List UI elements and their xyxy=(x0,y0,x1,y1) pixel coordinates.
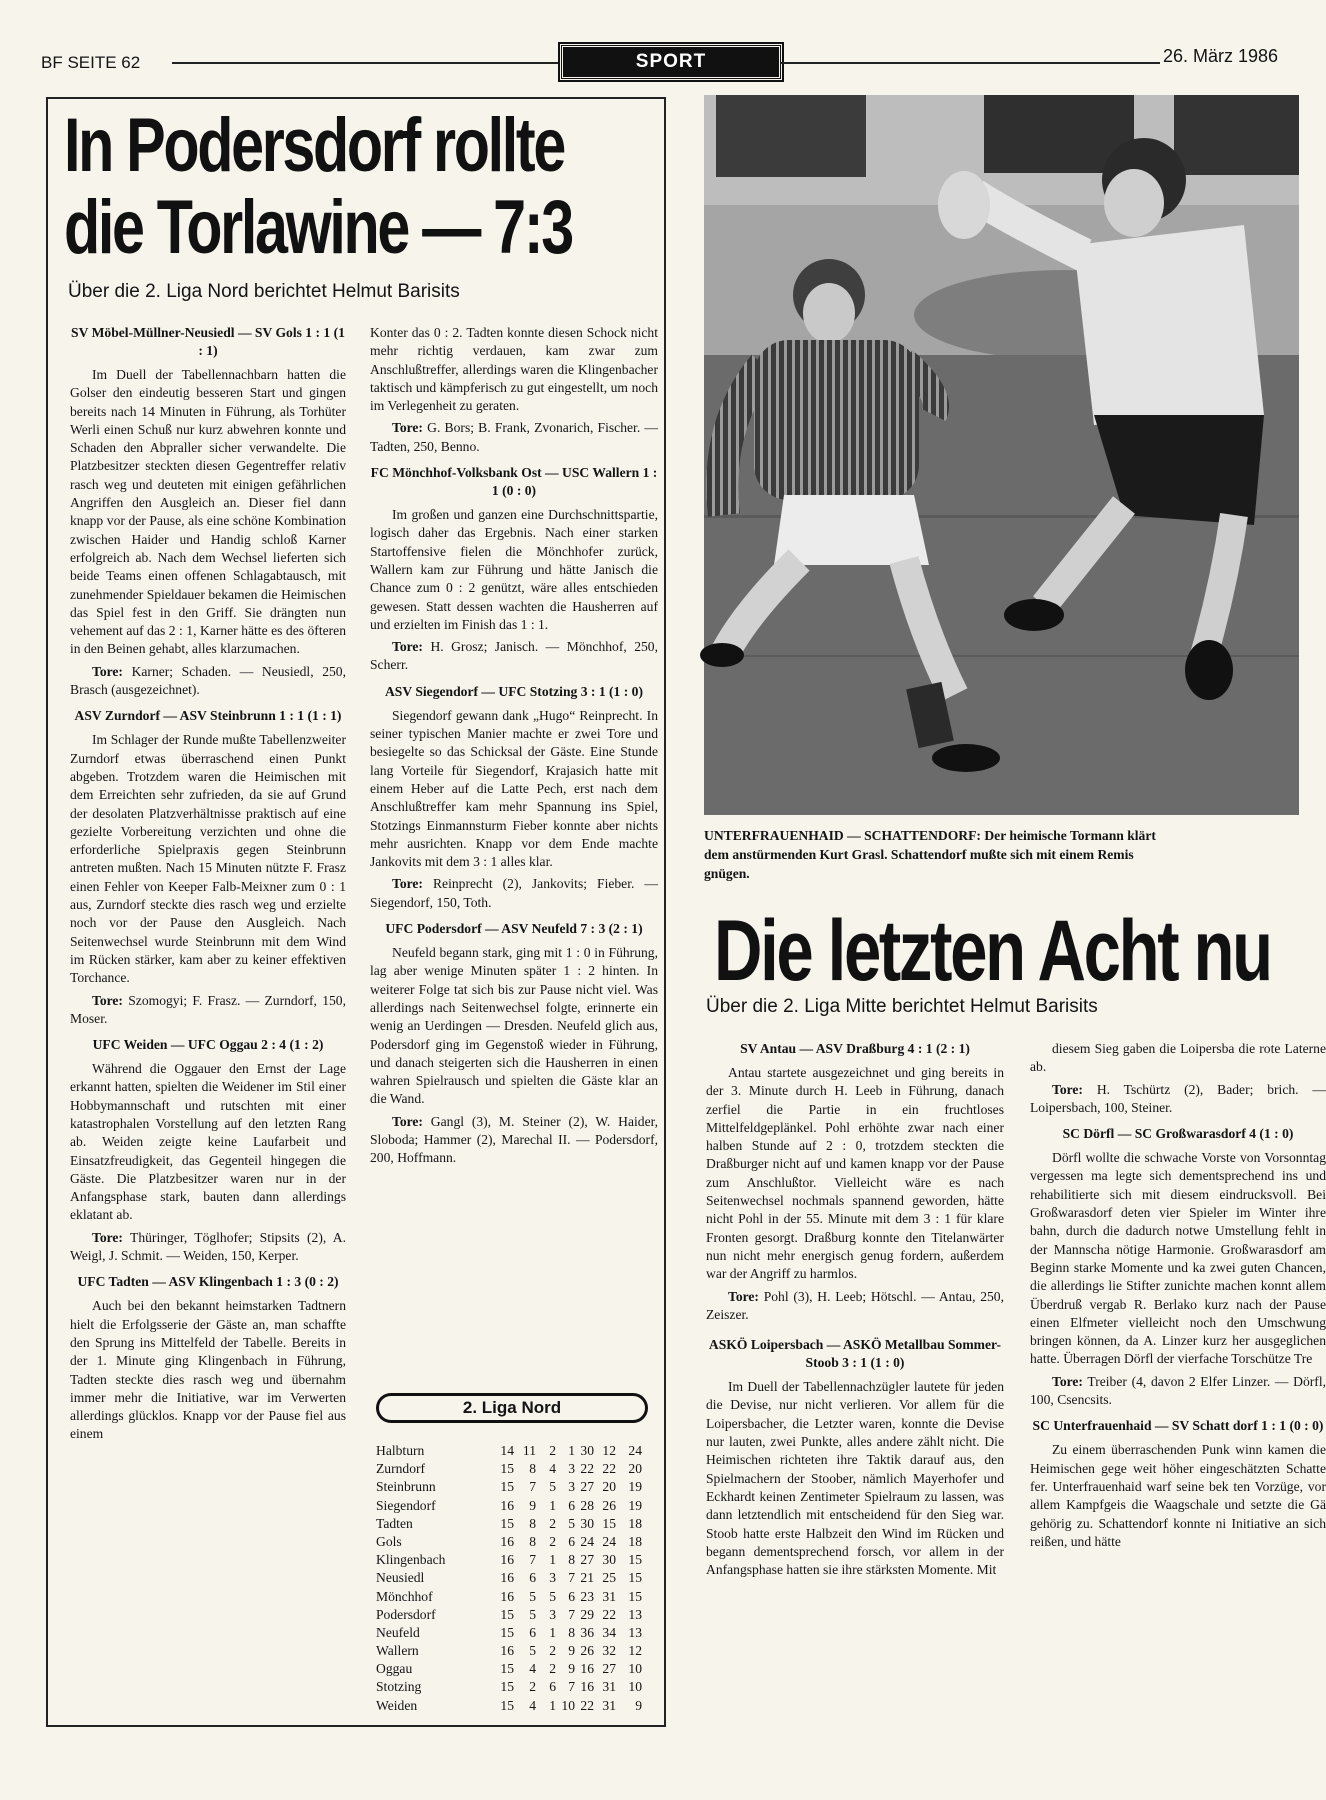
match-scorers xyxy=(370,419,658,456)
column-4 xyxy=(1030,1040,1326,1555)
caption-line3: gnügen. xyxy=(704,866,750,881)
cell-wins: 5 xyxy=(529,1643,536,1659)
cell-wins: 7 xyxy=(529,1479,536,1495)
cell-goals-against: 24 xyxy=(602,1533,616,1549)
cell-games: 16 xyxy=(500,1643,514,1659)
cell-draws: 2 xyxy=(549,1515,556,1531)
headline-line1: In Podersdorf rollte xyxy=(64,103,564,188)
cell-wins: 8 xyxy=(529,1533,536,1549)
cell-points: 18 xyxy=(628,1515,642,1531)
cell-games: 15 xyxy=(500,1461,514,1477)
cell-goals-for: 22 xyxy=(580,1697,594,1713)
cell-goals-against: 12 xyxy=(602,1443,616,1458)
match-report: Neufeld begann stark, ging mit 1 : 0 in Führung, lag aber wenige Minuten später 1 : 2 hinten. In weiterer Folge tat sich bis zur Pause nicht viel. Was allerdings nach Seitenwechsel folgte, erinnerte ein wenig an Uerdingen — Dresden. Neufeld glich aus, Podersdorf ging im Gegenstoß wieder in Führung, und danach steigerten sich die Hausherren in einen wahren Spielrausch und spielten die Gäste klar an die Wand. xyxy=(370,945,658,1107)
cell-team: Tadten xyxy=(376,1515,413,1531)
scorers-label: Tore: xyxy=(92,663,123,679)
cell-wins: 9 xyxy=(529,1497,536,1513)
cell-goals-against: 26 xyxy=(602,1497,616,1513)
match-scorers xyxy=(70,992,346,1029)
byline-liga-mitte: Über die 2. Liga Mitte berichtet Helmut Barisits xyxy=(706,996,1098,1017)
cell-games: 16 xyxy=(500,1497,514,1513)
cell-points: 10 xyxy=(628,1679,642,1695)
cell-wins: 6 xyxy=(529,1570,536,1586)
cell-draws: 2 xyxy=(549,1533,556,1549)
cell-goals-against: 34 xyxy=(602,1624,616,1640)
cell-team: Podersdorf xyxy=(376,1606,436,1622)
table-row xyxy=(376,1516,660,1534)
cell-goals-for: 16 xyxy=(580,1661,594,1677)
scorers-label: Tore: xyxy=(728,1288,759,1304)
table-row xyxy=(376,1552,660,1570)
cell-points: 13 xyxy=(628,1606,642,1622)
cell-team: Zurndorf xyxy=(376,1461,426,1477)
cell-draws: 2 xyxy=(549,1643,556,1659)
scorers-label: Tore: xyxy=(392,876,423,892)
cell-goals-against: 20 xyxy=(602,1479,616,1495)
match-report: Antau startete ausgezeichnet und ging bereits in der 3. Minute durch H. Leeb in Führung, danach zerfiel die Partie in ein fruchtloses Mittelfeldgeplänkel. Pohl erhöhte zwar nach einer halben Stunde auf 2 : 0, trotzdem steckten die Draßburger nicht auf und kamen knapp vor der Pause zum Anschlußtor. Vielleicht wäre es nach Seitenwechsel nochmals spannend geworden, hätte nicht Pohl in der 55. Minute mit dem 3 : 1 für klare Fronten gesorgt. Draßburg konnte den Titelanwärter nun nicht mehr energisch genug fordern, außerdem war der Angriff zu harmlos. xyxy=(706,1065,1004,1282)
table-row xyxy=(376,1443,660,1461)
cell-games: 16 xyxy=(500,1570,514,1586)
match-photo xyxy=(704,95,1299,815)
table-row xyxy=(376,1643,660,1661)
cell-goals-for: 28 xyxy=(580,1497,594,1513)
match-scorers xyxy=(370,1113,658,1168)
section-label: SPORT xyxy=(635,51,707,72)
cell-goals-for: 26 xyxy=(580,1643,594,1659)
cell-losses: 6 xyxy=(568,1497,575,1513)
cell-wins: 7 xyxy=(529,1552,536,1568)
cell-team: Steinbrunn xyxy=(376,1479,436,1495)
match-scorers xyxy=(70,1229,346,1266)
scorers-text: Reinprecht (2), Jankovits; Fieber. — Siegendorf, 150, Toth. xyxy=(370,876,658,910)
scorers-label: Tore: xyxy=(1052,1081,1083,1097)
cell-team: Gols xyxy=(376,1533,402,1549)
cell-games: 15 xyxy=(500,1679,514,1695)
match-title: FC Mönchhof-Volksbank Ost — USC Wallern 1 : 1 (0 : 0) xyxy=(370,465,658,499)
cell-losses: 9 xyxy=(568,1661,575,1677)
cell-games: 15 xyxy=(500,1661,514,1677)
cell-wins: 4 xyxy=(529,1661,536,1677)
match-title: ASV Siegendorf — UFC Stotzing 3 : 1 (1 : 0) xyxy=(384,683,643,699)
cell-goals-for: 36 xyxy=(580,1624,594,1640)
table-row xyxy=(376,1589,660,1607)
cell-goals-for: 16 xyxy=(580,1679,594,1695)
match-title: SV Möbel-Müllner-Neusiedl — SV Gols 1 : 1 (1 : 1) xyxy=(71,325,345,358)
cell-losses: 8 xyxy=(568,1552,575,1568)
cell-goals-against: 31 xyxy=(602,1697,616,1713)
cell-wins: 8 xyxy=(529,1461,536,1477)
issue-date: 26. März 1986 xyxy=(1163,46,1279,66)
scorers-label: Tore: xyxy=(92,1229,123,1245)
cell-losses: 7 xyxy=(568,1606,575,1622)
cell-goals-for: 22 xyxy=(580,1461,594,1477)
table-row xyxy=(376,1570,660,1588)
goalkeeper-photo-illustration xyxy=(704,95,1299,815)
match-report: Im Duell der Tabellennachzügler lautete für jeden die Devise, nur nicht verlieren. Vor allem für die Loipersbacher, die Letzter waren, konnte die Devise nur lauten, zwei Punkte, alles andere zählt nicht. Die Heimischen richteten ihre Taktik darauf aus, den Spielmachern der Stoober, nämlich Mayerhofer und Eckhardt keinen Zentimeter Spielraum zu lassen, was dann letztendlich mit entscheidend für den Sieg war. Stoob hatte erste Halbzeit den Wind im Rücken und begann dementsprechend forsch, vor allem in der Anfangsphase hatten sie ihre stärksten Momente. Mit xyxy=(706,1379,1004,1578)
cell-draws: 2 xyxy=(549,1661,556,1677)
cell-goals-against: 30 xyxy=(602,1552,616,1568)
cell-points: 13 xyxy=(628,1624,642,1640)
cell-games: 15 xyxy=(500,1606,514,1622)
column-1 xyxy=(70,324,346,1448)
cell-goals-for: 27 xyxy=(580,1479,594,1495)
table-row xyxy=(376,1698,660,1716)
cell-draws: 2 xyxy=(549,1443,556,1458)
cell-goals-against: 31 xyxy=(602,1679,616,1695)
scorers-label: Tore: xyxy=(1052,1373,1083,1389)
cell-goals-against: 25 xyxy=(602,1570,616,1586)
table-row xyxy=(376,1607,660,1625)
cell-points: 19 xyxy=(628,1497,642,1513)
cell-goals-against: 31 xyxy=(602,1588,616,1604)
cell-goals-for: 29 xyxy=(580,1606,594,1622)
cell-team: Neufeld xyxy=(376,1624,420,1640)
cell-losses: 3 xyxy=(568,1479,575,1495)
cell-draws: 3 xyxy=(549,1570,556,1586)
cell-wins: 5 xyxy=(529,1606,536,1622)
match-report: Siegendorf gewann dank „Hugo“ Reinprecht. In seiner typischen Manier machte er zwei Tore und besiegelte so das Schicksal der Gäste. Eine Stunde lang Vorteile für Siegendorf, Krajasich hatte mit einem Heber auf die Latte Pech, erst nach dem Anschlußtreffer kam mehr Spannung ins Spiel, Stotzings Einmannsturm Fieber konnte aber nichts mehr ausrichten. Knapp vor dem Ende machte Jankovits mit dem 3 : 1 alles klar. xyxy=(370,707,658,870)
match-title: UFC Tadten — ASV Klingenbach 1 : 3 (0 : 2) xyxy=(77,1274,339,1290)
cell-team: Weiden xyxy=(376,1697,418,1713)
table-row xyxy=(376,1479,660,1497)
scorers-text: G. Bors; B. Frank, Zvonarich, Fischer. — Tadten, 250, Benno. xyxy=(370,420,658,454)
table-row xyxy=(376,1625,660,1643)
table-row xyxy=(376,1461,660,1479)
scorers-text: Pohl (3), H. Leeb; Hötschl. — Antau, 250, Zeiszer. xyxy=(706,1288,1004,1322)
match-title: SC Dörfl — SC Großwarasdorf 4 (1 : 0) xyxy=(1062,1126,1294,1142)
caption-text1: Der heimische Tormann klärt xyxy=(984,828,1156,843)
match-title: SV Antau — ASV Draßburg 4 : 1 (2 : 1) xyxy=(740,1041,970,1056)
scorers-text: Karner; Schaden. — Neusiedl, 250, Brasch (ausgezeichnet). xyxy=(70,663,346,698)
cell-losses: 6 xyxy=(568,1588,575,1604)
scorers-text: H. Tschürtz (2), Bader; brich. — Loipersbach, 100, Steiner. xyxy=(1030,1081,1326,1115)
cell-goals-for: 24 xyxy=(580,1533,594,1549)
cell-losses: 8 xyxy=(568,1624,575,1640)
cell-games: 16 xyxy=(500,1552,514,1568)
cell-wins: 6 xyxy=(529,1624,536,1640)
cell-points: 15 xyxy=(628,1588,642,1604)
match-report: Im großen und ganzen eine Durchschnittspartie, logisch daher das Ergebnis. Nach einer starken Startoffensive fielen die Mönchhofer zurück, Wallern kam zur Führung und hätte Janisch die Chance zum 0 : 2 genützt, wäre alles entschieden gewesen. Statt dessen wachten die Hausherren auf und erzielten im Finish das 1 : 1. xyxy=(370,507,658,632)
scorers-text: Gangl (3), M. Steiner (2), W. Haider, Sloboda; Hammer (2), Marechal II. — Podersdorf, 200, Hoffmann. xyxy=(370,1113,658,1166)
match-title: UFC Podersdorf — ASV Neufeld 7 : 3 (2 : 1) xyxy=(385,921,643,937)
table-row xyxy=(376,1498,660,1516)
cell-points: 20 xyxy=(628,1461,642,1477)
match-title: SC Unterfrauenhaid — SV Schatt dorf 1 : 1 (0 : 0) xyxy=(1032,1418,1324,1434)
scorers-text: Treiber (4, davon 2 Elfer Linzer. — Dörfl, 100, Csencsits. xyxy=(1030,1373,1326,1408)
cell-games: 15 xyxy=(500,1515,514,1531)
cell-goals-against: 22 xyxy=(602,1606,616,1622)
match-report-continued: Konter das 0 : 2. Tadten konnte diesen Schock nicht mehr richtig verdauen, kam zwar zum Anschlußtreffer, allerdings waren die Klingenbacher taktisch und kämpferisch zu gut eingestellt, um noch im Verlegenheit zu geraten. xyxy=(370,325,658,414)
cell-points: 19 xyxy=(628,1479,642,1495)
cell-goals-for: 23 xyxy=(580,1588,594,1604)
scorers-text: Szomogyi; F. Frasz. — Zurndorf, 150, Moser. xyxy=(70,992,346,1026)
cell-draws: 1 xyxy=(549,1697,556,1713)
cell-goals-for: 27 xyxy=(580,1552,594,1568)
cell-draws: 5 xyxy=(549,1588,556,1604)
match-report-continued: diesem Sieg gaben die Loipersba die rote Laterne ab. xyxy=(1030,1041,1326,1075)
table-row xyxy=(376,1534,660,1552)
cell-draws: 6 xyxy=(549,1679,556,1695)
caption-line2: dem anstürmenden Kurt Grasl. Schattendorf mußte sich mit einem Remis xyxy=(704,847,1134,862)
header-rule-right xyxy=(780,62,1160,64)
cell-losses: 6 xyxy=(568,1533,575,1549)
cell-points: 24 xyxy=(628,1443,642,1458)
header-rule-left xyxy=(172,62,558,64)
cell-losses: 7 xyxy=(568,1570,575,1586)
cell-goals-against: 32 xyxy=(602,1643,616,1659)
caption-line1 xyxy=(704,826,1294,845)
cell-goals-for: 21 xyxy=(580,1570,594,1586)
match-title: ASKÖ Loipersbach — ASKÖ Metallbau Sommer-Stoob 3 : 1 (1 : 0) xyxy=(708,1337,1002,1371)
column-3 xyxy=(706,1040,1004,1583)
column-2 xyxy=(370,324,658,1172)
cell-losses: 1 xyxy=(568,1443,575,1458)
cell-draws: 5 xyxy=(549,1479,556,1495)
scorers-text: Thüringer, Töglhofer; Stipsits (2), A. Weigl, J. Schmit. — Weiden, 150, Kerper. xyxy=(70,1229,347,1264)
cell-games: 16 xyxy=(500,1588,514,1604)
cell-goals-for: 30 xyxy=(580,1443,594,1458)
scorers-label: Tore: xyxy=(392,639,423,655)
cell-points: 15 xyxy=(628,1552,642,1568)
cell-wins: 4 xyxy=(529,1697,536,1713)
cell-draws: 1 xyxy=(549,1624,556,1640)
cell-games: 15 xyxy=(500,1624,514,1640)
headline-line2: die Torlawine — 7:3 xyxy=(64,185,572,270)
cell-team: Stotzing xyxy=(376,1679,422,1695)
cell-draws: 4 xyxy=(549,1461,556,1477)
cell-team: Halbturn xyxy=(376,1443,425,1458)
scorers-text: H. Grosz; Janisch. — Mönchhof, 250, Scherr. xyxy=(370,639,659,673)
cell-losses: 9 xyxy=(568,1643,575,1659)
match-report: Auch bei den bekannt heimstarken Tadtnern hielt die Erfolgsserie der Gäste an, man schaffte den Sprung ins Mittelfeld der Tabelle. Bereits in der 1. Minute ging Klingenbach in Führung, Tadten steckte dies rasch weg und übernahm immer mehr die Initiative, war im Verwerten allerdings glücklos. Knapp vor der Pause fiel aus einem xyxy=(70,1298,346,1442)
scorers-label: Tore: xyxy=(392,420,423,436)
cell-team: Wallern xyxy=(376,1643,419,1659)
cell-draws: 1 xyxy=(549,1552,556,1568)
cell-team: Neusiedl xyxy=(376,1570,425,1586)
cell-draws: 3 xyxy=(549,1606,556,1622)
cell-goals-against: 27 xyxy=(602,1661,616,1677)
match-report: Während die Oggauer den Ernst der Lage erkannt hatten, spielten die Weidener im Stil einer Hobbymannschaft und rutschten mit einer katastrophalen Vorstellung auf den letzten Rang ab. Weiden zeigte keine Laufarbeit und Einsatzfreudigkeit, das Gegenteil hingegen die Gäste. Die Platzbesitzer waren nur in der Anfangsphase stark, bauten dann allerdings eklatant ab. xyxy=(70,1061,346,1223)
photo-caption xyxy=(704,826,1294,883)
cell-games: 14 xyxy=(500,1443,514,1458)
cell-losses: 5 xyxy=(568,1515,575,1531)
section-tab xyxy=(560,44,782,80)
cell-points: 18 xyxy=(628,1533,642,1549)
cell-points: 10 xyxy=(628,1661,642,1677)
match-report: Im Duell der Tabellennachbarn hatten die Golser den eindeutig besseren Start und gingen bereits nach 14 Minuten in Führung, als Torhüter Werli einen Schuß nur kurz abwehren konnte und Schaden den Abpraller sicher verwandelte. Die Platzbesitzer steckten diesen Gegentreffer relativ rasch weg und deuteten mit einigen gefährlichen Angriffen den Ausgleich an. Dieser fiel dann knapp vor der Pause, als eine schöne Kombination zwischen Haider und Handig schloß Karner erfolgreich ab. Nach dem Wechsel lieferten sich beide Teams einen offenen Schlagabtausch, mit zunehmender Spieldauer bekamen die Heimischen das Spiel fest in den Griff. Sie drängten nun vehement auf das 2 : 1, Karner hätte es des öfteren in den Beinen gehabt, alles klarzumachen. xyxy=(70,367,346,657)
cell-losses: 7 xyxy=(568,1679,575,1695)
match-scorers xyxy=(1030,1373,1326,1410)
cell-team: Oggau xyxy=(376,1661,413,1677)
cell-wins: 8 xyxy=(529,1515,536,1531)
match-scorers xyxy=(1030,1081,1326,1118)
table-row xyxy=(376,1661,660,1679)
cell-losses: 3 xyxy=(568,1461,575,1477)
match-report: Dörfl wollte die schwache Vorste von Vorsonntag vergessen ma legte sich dementsprechend ins und rehabilitierte sich mit diesem eindrucksvoll. Bei Großwarasdorf deten vier Spieler im Winter ihre bahn, durch die dadurch notwe Umstellung fehlt in der Mannscha nötige Harmonie. Großwarasdorf am Beginn starke Momente und ka zwei guten Chancen, die allerdings lie Stifter zunichte machen konnt allem Überdruß vergab R. Berlako kurz nach der Pause einen Elfmeter vielleicht noch den Umschwung bringen können, da A. Linzer kurz her ausgeglichen hatte. Überragen Dörfl der vierfache Torschütze Tre xyxy=(1030,1150,1326,1367)
byline-liga-nord: Über die 2. Liga Nord berichtet Helmut Barisits xyxy=(68,281,460,302)
match-scorers xyxy=(370,875,658,912)
match-report: Im Schlager der Runde mußte Tabellenzweiter Zurndorf etwas überraschend einen Punkt abgeben. Trotzdem waren die Heimischen mit dem Erreichten sehr zufrieden, da sie auf Grund der desolaten Platzverhältnisse praktisch auf eine gezielte Vorbereitung verzichten und ohne die erforderliche Spielpraxis gegen Steinbrunn antreten mußten. Nach 15 Minuten nützte F. Frasz einen Fehler von Keeper Falb-Meixner zum 0 : 1 aus, Zurndorf steckte dies rasch weg und erzielte noch vor der Pause den Ausgleich. Nach Seitenwechsel wurde Steinbrunn mit dem Wind im Rücken stärker, kam aber zu keiner effektiven Torchance. xyxy=(70,732,346,986)
league-table-title: 2. Liga Nord xyxy=(376,1393,648,1423)
cell-games: 15 xyxy=(500,1697,514,1713)
page-number: BF SEITE 62 xyxy=(41,53,141,72)
match-title: UFC Weiden — UFC Oggau 2 : 4 (1 : 2) xyxy=(92,1037,324,1053)
cell-team: Mönchhof xyxy=(376,1588,433,1604)
caption-lead: UNTERFRAUENHAID — SCHATTENDORF: xyxy=(704,828,981,843)
column-4-clip xyxy=(1026,1040,1326,1760)
cell-goals-against: 15 xyxy=(602,1515,616,1531)
cell-goals-against: 22 xyxy=(602,1461,616,1477)
scorers-label: Tore: xyxy=(392,1113,423,1129)
cell-games: 16 xyxy=(500,1533,514,1549)
cell-wins: 2 xyxy=(529,1679,536,1695)
headline-liga-mitte: Die letzten Acht nu xyxy=(714,903,1271,999)
match-scorers xyxy=(370,638,658,675)
cell-points: 15 xyxy=(628,1570,642,1586)
cell-games: 15 xyxy=(500,1479,514,1495)
match-report: Zu einem überraschenden Punk winn kamen die Heimischen gege weit höher eingeschätzten Schatte fer. Unterfrauenhaid warf seine bek ten Vorzüge, vor allem Kampfgeis die Waagschale und setzte die Gä gehörig zu. Schattendorf konnte ni Initiative an sich reißen, und hätte xyxy=(1030,1442,1326,1549)
league-table xyxy=(376,1443,660,1716)
cell-wins: 11 xyxy=(522,1443,536,1458)
cell-goals-for: 30 xyxy=(580,1515,594,1531)
cell-draws: 1 xyxy=(549,1497,556,1513)
cell-team: Klingenbach xyxy=(376,1552,446,1568)
scorers-label: Tore: xyxy=(92,992,123,1008)
cell-points: 9 xyxy=(635,1697,642,1713)
match-scorers xyxy=(706,1288,1004,1325)
match-title: ASV Zurndorf — ASV Steinbrunn 1 : 1 (1 : 1) xyxy=(74,708,342,724)
cell-losses: 10 xyxy=(561,1697,575,1713)
cell-team: Siegendorf xyxy=(376,1497,436,1513)
table-row xyxy=(376,1679,660,1697)
cell-wins: 5 xyxy=(529,1588,536,1604)
match-scorers xyxy=(70,663,346,700)
cell-points: 12 xyxy=(628,1643,642,1659)
